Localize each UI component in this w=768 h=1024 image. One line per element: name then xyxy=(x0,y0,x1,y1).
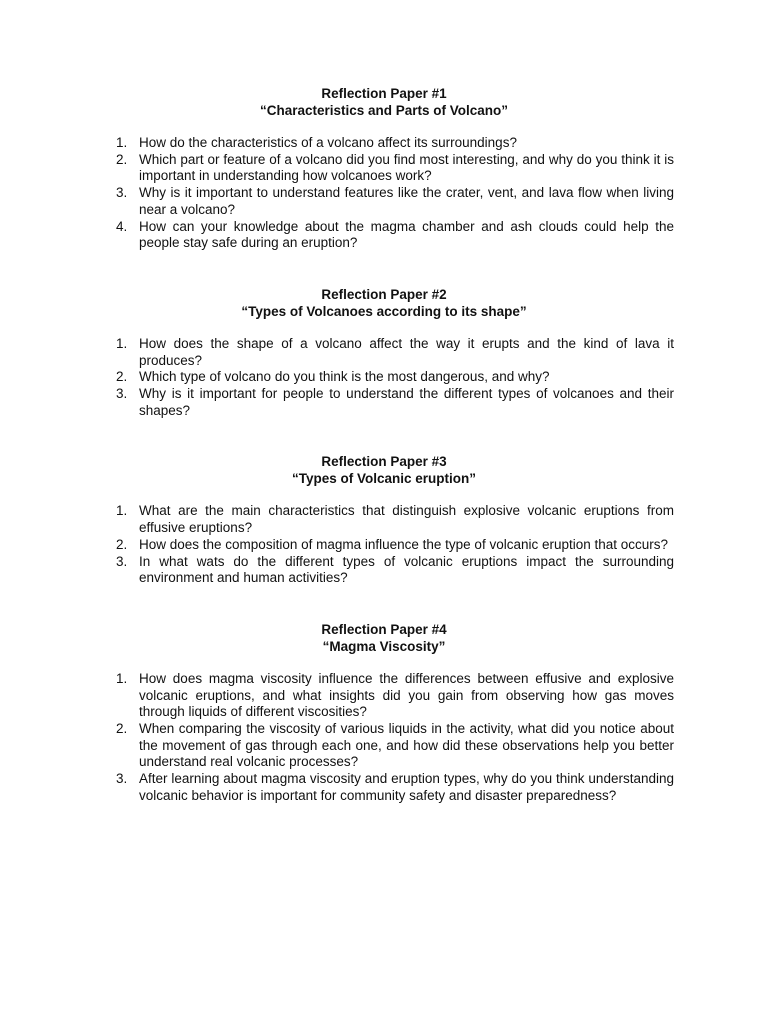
question-text: Which type of volcano do you think is the most dangerous, and why? xyxy=(139,369,550,385)
question-item xyxy=(116,369,674,386)
question-item xyxy=(116,503,674,536)
paper-subtitle: “Types of Volcanic eruption” xyxy=(291,471,477,487)
question-text: How does magma viscosity influence the differences between effusive and explosive volcanic eruptions, and what insights did you gain from observing how gas moves through liquids of different viscosities? xyxy=(139,670,674,720)
question-list xyxy=(0,671,768,805)
question-number: 1. xyxy=(116,503,128,519)
question-list xyxy=(0,503,768,587)
question-item xyxy=(116,135,674,152)
paper-subtitle: “Magma Viscosity” xyxy=(322,638,446,654)
question-number: 3. xyxy=(116,553,128,569)
question-text: What are the main characteristics that distinguish explosive volcanic eruptions from effusive eruptions? xyxy=(139,503,674,536)
question-item xyxy=(116,218,674,252)
paper-subtitle: “Types of Volcanoes according to its shape” xyxy=(241,303,527,319)
reflection-paper-1 xyxy=(0,85,768,252)
question-number: 1. xyxy=(116,670,128,686)
question-number: 4. xyxy=(116,218,128,234)
question-number: 2. xyxy=(116,369,128,385)
question-item xyxy=(116,185,674,218)
question-text: How can your knowledge about the magma chamber and ash clouds could help the people stay safe during an eruption? xyxy=(139,218,674,251)
question-list xyxy=(0,135,768,252)
reflection-paper-4 xyxy=(0,621,768,805)
question-item xyxy=(116,553,674,587)
question-number: 3. xyxy=(116,771,128,787)
paper-subtitle: “Characteristics and Parts of Volcano” xyxy=(259,103,509,118)
paper-title: Reflection Paper #4 xyxy=(321,621,447,637)
question-item xyxy=(116,386,674,419)
question-text: After learning about magma viscosity and eruption types, why do you think understanding volcanic behavior is important for community safety and disaster preparedness? xyxy=(139,771,674,803)
question-text: In what wats do the different types of volcanic eruptions impact the surrounding environment and human activities? xyxy=(139,553,674,586)
question-text: Which part or feature of a volcano did you find most interesting, and why do you think it is important in understanding how volcanoes work? xyxy=(139,151,674,184)
question-text: Why is it important for people to understand the different types of volcanoes and their shapes? xyxy=(139,386,674,418)
question-item xyxy=(116,771,674,804)
question-number: 3. xyxy=(116,386,128,402)
paper-title: Reflection Paper #3 xyxy=(321,454,447,470)
question-item xyxy=(116,151,674,185)
question-item xyxy=(116,335,674,369)
question-text: Why is it important to understand features like the crater, vent, and lava flow when living near a volcano? xyxy=(139,185,674,217)
question-number: 2. xyxy=(116,721,128,737)
question-item xyxy=(116,721,674,771)
question-item xyxy=(116,670,674,721)
question-item xyxy=(116,536,674,554)
question-number: 1. xyxy=(116,335,128,351)
question-text: When comparing the viscosity of various liquids in the activity, what did you notice about the movement of gas through each one, and how did these observations help you better understand real volcanic processes? xyxy=(139,721,674,770)
paper-title: Reflection Paper #1 xyxy=(321,86,447,101)
question-text: How do the characteristics of a volcano affect its surroundings? xyxy=(139,135,517,150)
paper-title: Reflection Paper #2 xyxy=(321,286,447,302)
reflection-paper-2 xyxy=(0,286,768,420)
question-number: 2. xyxy=(116,151,128,167)
question-text: How does the composition of magma influence the type of volcanic eruption that occurs? xyxy=(139,536,669,552)
question-text: How does the shape of a volcano affect the way it erupts and the kind of lava it produces? xyxy=(139,335,674,368)
question-number: 2. xyxy=(116,536,128,552)
reflection-paper-3 xyxy=(0,453,768,587)
question-number: 3. xyxy=(116,185,128,201)
question-list xyxy=(0,336,768,420)
question-number: 1. xyxy=(116,135,128,150)
